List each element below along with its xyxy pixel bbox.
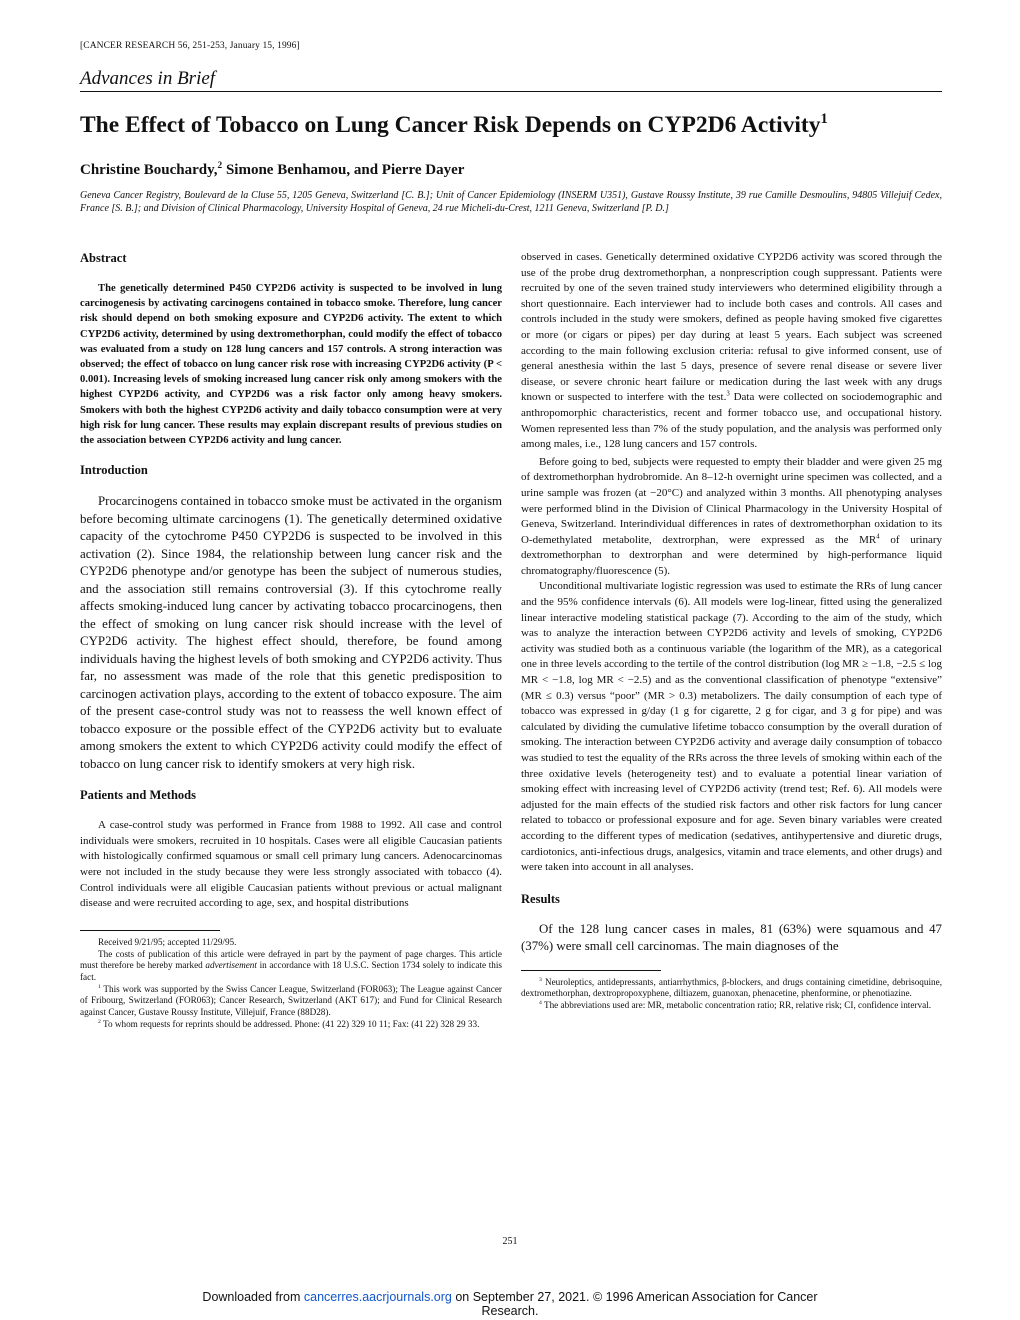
download-prefix: Downloaded from: [202, 1290, 304, 1304]
footnote-2-text: To whom requests for reprints should be addressed. Phone: (41 22) 329 10 11; Fax: (41 22) 328 29 33.: [100, 1018, 480, 1029]
right-column: [521, 250, 942, 1012]
footnote-4-ref: 4: [876, 533, 880, 541]
footnote-1-text: This work was supported by the Swiss Cancer League, Switzerland (FOR063); The League against Cancer of Fribourg, Switzerland (FOR063); Cancer Research, Switzerland (AKT 617); and Fund for Clinical Research against Cancer, Gustave Roussy Institute, Villejuif, France (88D28).: [80, 983, 502, 1018]
title-footnote-mark: 1: [820, 111, 828, 128]
download-line-2: Research.: [481, 1304, 539, 1318]
footnote-rule-right: [521, 970, 661, 971]
journal-link[interactable]: cancerres.aacrjournals.org: [303, 1290, 452, 1304]
abstract-text: The genetically determined P450 CYP2D6 activity is suspected to be involved in lung carcinogenesis by activating carcinogens contained in tobacco smoke. Therefore, lung cancer risk should depend on both smoking exposure and CYP2D6 activity. The extent to which CYP2D6 activity, determined by using dextromethorphan, could modify the effect of tobacco was evaluated from a study on 128 lung cancers and 157 controls. A strong interaction was observed; the effect of tobacco on lung cancer risk rose with increasing CYP2D6 activity (P < 0.001). Increasing levels of smoking increased lung cancer risk only among smokers with the highest CYP2D6 activity, and CYP2D6 was a risk factor only among heavy smokers. Smokers with both the highest CYP2D6 activity and daily tobacco consumption were at very high risk for lung cancer. These results may explain discrepant results of previous studies on the association between CYP2D6 activity and lung cancer.: [80, 283, 502, 447]
methods-paragraph-2: [521, 455, 942, 580]
affiliations: Geneva Cancer Registry, Boulevard de la Cluse 55, 1205 Geneva, Switzerland [C. B.]; Unit of Cancer Epidemiology (INSERM U351), Gustave Roussy Institute, 39 rue Camille Desmoulins, 94805 Villejuif Cedex, France [S. B.]; and Division of Clinical Pharmacology, University Hospital of Geneva, 24 rue Micheli-du-Crest, 1211 Geneva, Switzerland [P. D.]: [80, 190, 942, 214]
footnote-3-ref: 3: [726, 390, 730, 398]
methods-paragraph-2-a: Before going to bed, subjects were requested to empty their bladder and were given 25 mg of dextromethorphan hydrobromide. An 8–12-h overnight urine specimen was collected, and a urine sample was frozen (at −20°C) and analyzed within 3 months. All phenotyping analyses were performed blind in the Division of Clinical Pharmacology in the University Hospital of Geneva, Switzerland. Interindividual differences in rates of dextromethorphan oxidation to its O-demethylated metabolite, dextrorphan, were expressed as the MR: [521, 455, 942, 546]
author-first: Christine Bouchardy,: [80, 162, 218, 178]
footnote-3-mark: 3: [539, 976, 542, 983]
author-footnote-mark: 2: [217, 161, 223, 171]
page-number: 251: [502, 1236, 518, 1247]
download-notice: [0, 1290, 1020, 1318]
download-suffix: on September 27, 2021. © 1996 American Association for Cancer: [451, 1290, 818, 1304]
methods-continuation-b: Data were collected on sociodemographic and anthropomorphic characteristics, recent and former tobacco use, and occupational history. Women represented less than 7% of the study population, and the analysis was performed only among males, i.e., 128 lung cancers and 157 controls.: [521, 391, 942, 451]
author-rest: Simone Benhamou, and Pierre Dayer: [222, 162, 465, 178]
results-heading: Results: [521, 891, 560, 906]
section-label: Advances in Brief: [80, 68, 216, 89]
costs-note-italic: advertisement: [205, 960, 257, 971]
footnote-1-mark: 1: [98, 983, 101, 990]
received-note: Received 9/21/95; accepted 11/29/95.: [98, 936, 237, 947]
introduction-text: Procarcinogens contained in tobacco smoke must be activated in the organism before becoming ultimate carcinogens (1). The genetically determined oxidative capacity of the cytochrome P450 CYP2D6 is suspected to be involved in this activation (2). Since 1984, the relationship between lung cancer risk and the CYP2D6 phenotype and/or genotype has been the subject of numerous studies, and the association still remains controversial (3). If this cytochrome really affects smoking-induced lung cancer by activating tobacco procarcinogens, then the effect of smoking on lung cancer risk should increase with the level of CYP2D6 activity. The highest effect should, therefore, be found among individuals having the highest levels of both smoking and CYP2D6 activity. Thus far, no assessment was made of the role that this genetic predisposition to carcinogen activation plays, according to the extent of tobacco exposure. The aim of the present case-control study was not to reassess the well known effect of tobacco exposure or the possible effect of the CYP2D6 activity but to evaluate among smokers the extent to which CYP2D6 activity could modify the effect of tobacco on lung cancer risk to identify smokers at very high risk.: [80, 494, 502, 771]
footnote-4: [521, 1000, 942, 1012]
header-rule: [80, 91, 942, 92]
costs-note-a: The costs of publication of this article were defrayed in part by the payment of page charges. This article must therefore be hereby marked: [80, 948, 502, 971]
methods-paragraph-2-b: of urinary dextromethorphan to dextrorphan and were determined by high-performance liquid chromatography/fluorescence (5).: [521, 533, 942, 577]
methods-heading: Patients and Methods: [80, 788, 196, 803]
methods-paragraph-1: A case-control study was performed in France from 1988 to 1992. All case and control individuals were smokers, recruited in 10 hospitals. Cases were all eligible Caucasian patients with histologically confirmed squamous or small cell primary lung cancers. Adenocarcinomas were not included in the study because they were less strongly associated with tobacco (4). Control individuals were all eligible Caucasian patients without previous or actual malignant disease and were recruited according to age, sex, and hospital distributions: [80, 819, 502, 910]
title-text: The Effect of Tobacco on Lung Cancer Risk Depends on CYP2D6 Activity: [80, 112, 821, 138]
article-title: [80, 112, 828, 139]
methods-paragraph-3: Unconditional multivariate logistic regression was used to estimate the RRs of lung cancer and the 95% confidence intervals (6). All models were log-linear, fitted using the generalized linear interactive modeling statistical package (7). According to the aim of the study, which was to analyze the interaction between CYP2D6 activity and levels of smoking, CYP2D6 activity was studied both as a continuous variable (the logarithm of the MR), as a categorical one in three levels according to the tertile of the control distribution (log MR ≥ −1.8, −2.5 ≤ log MR < −1.8, log MR < −2.5) and as the conventional classification of phenotype “extensive” (MR ≤ 0.3) versus “poor” (MR > 0.3) metabolizers. The daily consumption of each type of tobacco was expressed in g/day (1 g for cigarette, 2 g for cigar, and 3 g for pipe) and was calculated by dividing the cumulative lifetime tobacco consumption by the overall duration of smoking. The interaction between CYP2D6 activity and average daily consumption of tobacco was studied to test the equality of the RRs across the three levels of smoking within each of the three oxidative levels (heterogeneity test) and to evaluate a potential linear variation of smoking effect with increasing level of CYP2D6 activity (trend test; Ref. 6). All models were adjusted for the main effects of the studied risk factors and other risk factors for lung cancer related to tobacco or professional exposure and for age. Seven binary variables were created according to the different types of medication (sedatives, antihypertensive and diuretic drugs, cardiotonics, anti-infectious drugs, analgesics, vitamin and trace elements, and other drugs) and were taken into account in all analyses.: [521, 580, 942, 874]
abstract-heading: Abstract: [80, 251, 127, 265]
footnote-3-text: Neuroleptics, antidepressants, antiarrhythmics, β-blockers, and drugs containing cimetidine, debrisoquine, dextromethorphan, dextropropoxyphene, diltiazem, guanoxan, phenacetine, phenformine, or phenotiazine.: [521, 976, 942, 999]
footnote-rule: [80, 930, 220, 931]
footnote-4-mark: 4: [539, 1000, 542, 1007]
footnote-1: [80, 984, 502, 1019]
methods-continuation: [521, 250, 942, 453]
footnote-2: [80, 1019, 502, 1031]
author-list: [80, 162, 464, 179]
footnote-2-mark: 2: [98, 1018, 101, 1025]
results-text: Of the 128 lung cancer cases in males, 81 (63%) were squamous and 47 (37%) were small cell carcinomas. The main diagnoses of the: [521, 921, 942, 954]
introduction-heading: Introduction: [80, 463, 148, 478]
costs-note: [80, 949, 502, 984]
costs-note-b: in accordance with 18 U.S.C. Section 1734 solely to indicate this fact.: [80, 960, 502, 982]
journal-citation: [CANCER RESEARCH 56, 251-253, January 15, 1996]: [80, 41, 300, 51]
footnote-4-text: The abbreviations used are: MR, metabolic concentration ratio; RR, relative risk; CI, confidence interval.: [541, 1000, 931, 1011]
left-column: [80, 251, 502, 1030]
methods-continuation-a: observed in cases. Genetically determined oxidative CYP2D6 activity was scored through the use of the probe drug dextromethorphan, a nonprescription cough suppressant. Patients were recruited by one of the seven trained study interviewers who determined eligibility through a short questionnaire. Each interviewer had to include both cases and controls. All cases and controls included in the study were smokers, defined as people having smoked five cigarettes or more (or cigars or pipes) per day during at least 5 years. Each subject was screened according to the main following exclusion criteria: refusal to give informed consent, use of general anesthesia within the last 5 days, presence of severe renal disease or severe liver disease, or severe chronic heart failure or medication during the last week with any drugs known or suspected to interfere with the test.: [521, 251, 942, 404]
footnote-3: [521, 977, 942, 1000]
